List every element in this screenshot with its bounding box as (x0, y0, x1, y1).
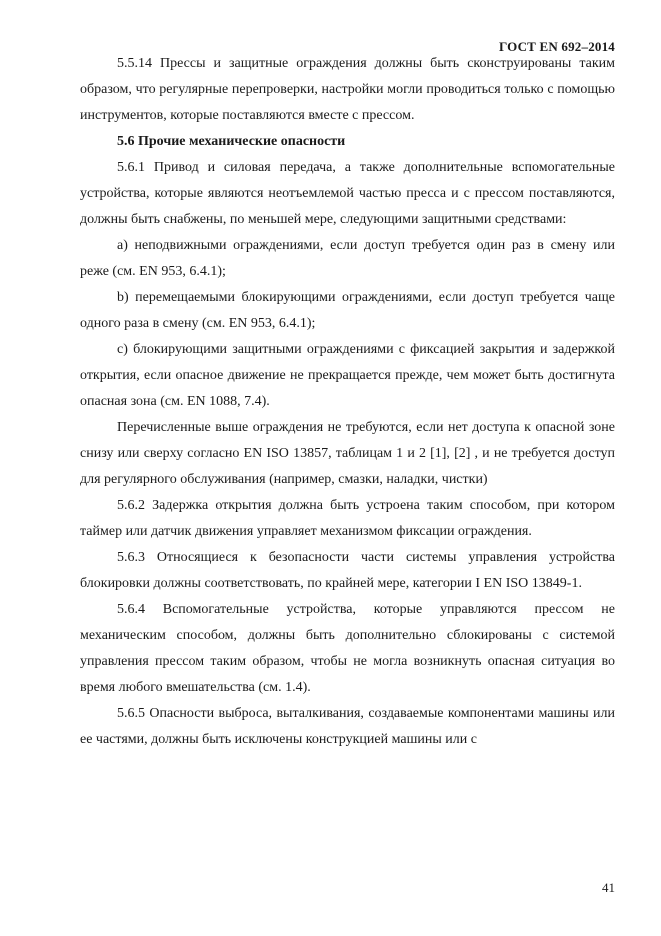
section-heading-5-6: 5.6 Прочие механические опасности (117, 134, 346, 149)
paragraph-5-6-5: 5.6.5 Опасности выброса, выталкивания, создаваемые компонентами машины или ее частями, должны быть исключены конструкцией машины или с (80, 706, 615, 747)
page-number: 41 (602, 880, 615, 895)
page-content (80, 51, 615, 753)
paragraph-5-5-14: 5.5.14 Прессы и защитные ограждения должны быть сконструированы таким образом, что регулярные перепроверки, настройки могли проводиться только с помощью инструментов, которые поставляются вместе с прессом. (80, 56, 615, 123)
paragraph-5-6-1: 5.6.1 Привод и силовая передача, а также дополнительные вспомогательные устройства, которые являются неотъемлемой частью пресса и с прессом поставляются, должны быть снабжены, по меньшей мере, следующими защитными средствами: (80, 160, 615, 227)
list-item-b: b) перемещаемыми блокирующими ограждениями, если доступ требуется чаще одного раза в смену (см. EN 953, 6.4.1); (80, 290, 615, 331)
list-item-c: c) блокирующими защитными ограждениями с фиксацией закрытия и задержкой открытия, если опасное движение не прекращается прежде, чем может быть достигнута опасная зона (см. EN 1088, 7.4). (80, 342, 615, 409)
paragraph-5-6-2: 5.6.2 Задержка открытия должна быть устроена таким способом, при котором таймер или датчик движения управляет механизмом фиксации ограждения. (80, 498, 615, 539)
standard-header: ГОСТ EN 692–2014 (498, 39, 615, 54)
paragraph-5-6-3: 5.6.3 Относящиеся к безопасности части системы управления устройства блокировки должны соответствовать, по крайней мере, категории I EN ISO 13849-1. (80, 550, 615, 591)
list-item-a: a) неподвижными ограждениями, если доступ требуется один раз в смену или реже (см. EN 953, 6.4.1); (80, 238, 615, 279)
paragraph-listed-guards: Перечисленные выше ограждения не требуются, если нет доступа к опасной зоне снизу или сверху согласно EN ISO 13857, таблицам 1 и 2 [1], [2] , и не требуется доступ для регулярного обслуживания (например, смазки, наладки, чистки) (80, 420, 615, 487)
paragraph-5-6-4: 5.6.4 Вспомогательные устройства, которые управляются прессом не механическим способом, должны быть дополнительно сблокированы с системой управления прессом таким образом, чтобы не могла возникнуть опасная ситуация во время любого вмешательства (см. 1.4). (80, 602, 615, 695)
